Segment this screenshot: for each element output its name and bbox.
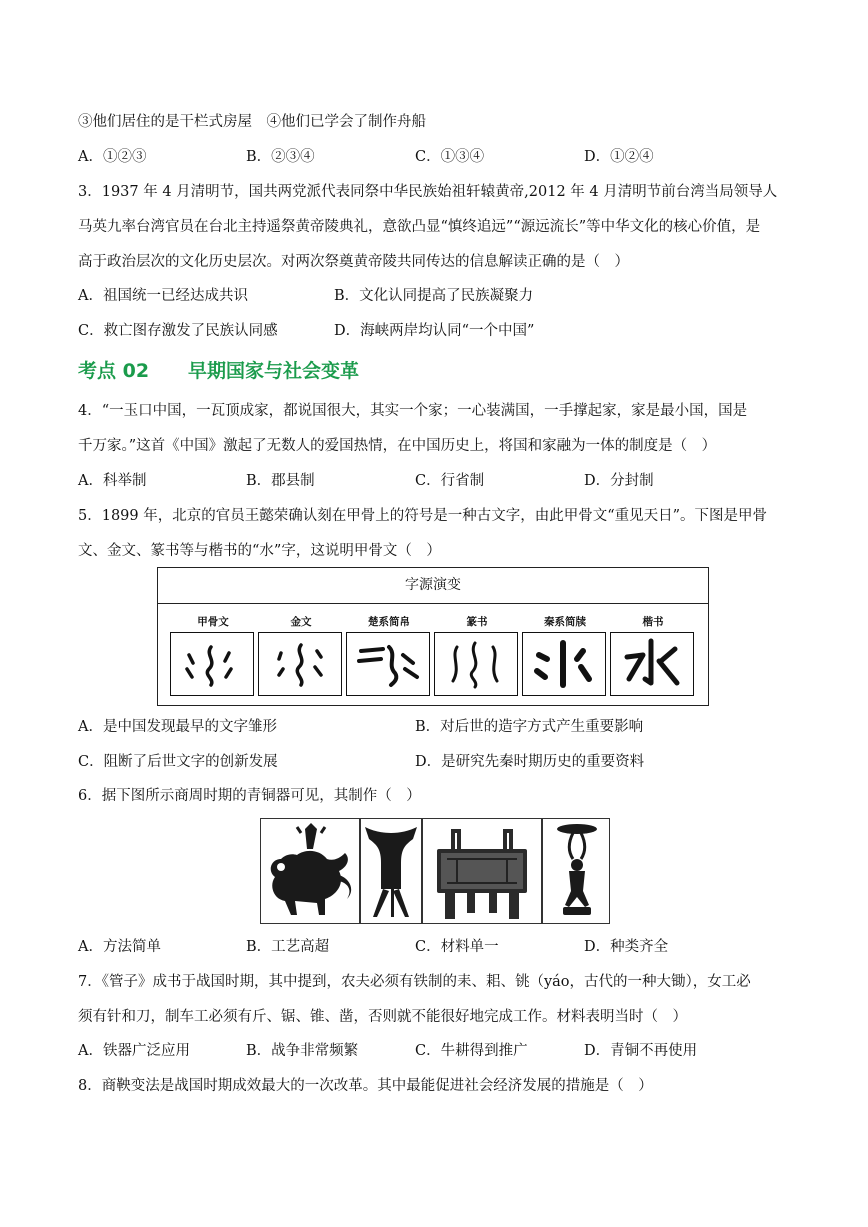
q5-option-c: C．阻断了后世文字的创新发展 [78, 754, 278, 770]
q7-option-d: D．青铜不再使用 [584, 1043, 698, 1059]
q3-option-d: D．海峡两岸均认同“一个中国” [334, 323, 535, 339]
water-character-evolution-figure [157, 567, 709, 706]
q5-option-a: A．是中国发现最早的文字雏形 [78, 719, 277, 735]
q3-line-1: 3．1937 年 4 月清明节，国共两党派代表同祭中华民族始祖轩辕黄帝,2012 年 4 月清明节前台湾当局领导人 [78, 184, 778, 200]
script-seal [434, 615, 520, 701]
q2-option-a: A．①②③ [78, 149, 147, 165]
script-label: 秦系简牍 [544, 616, 586, 628]
bronze-dragon-image [260, 818, 360, 924]
q7-option-a: A．铁器广泛应用 [78, 1043, 190, 1059]
script-label: 篆书 [466, 616, 488, 628]
q2-option-b: B．②③④ [246, 149, 315, 165]
q3-line-2: 马英九率台湾官员在台北主持遥祭黄帝陵典礼，意欲凸显“慎终追远”“源远流长”等中华文化的核心价值，是 [78, 219, 761, 235]
section-number: 考点 02 [78, 360, 150, 382]
figure-title: 字源演变 [158, 568, 708, 604]
bronze-water-glyph [259, 633, 340, 694]
q4-option-d: D．分封制 [584, 473, 654, 489]
q5-option-b: B．对后世的造字方式产生重要影响 [415, 719, 644, 735]
q7-line-1: 7．《管子》成书于战国时期，其中提到，农夫必须有铁制的耒、耜、铫（yáo，古代的一种大锄），女工必 [78, 974, 751, 990]
q4-option-c: C．行省制 [415, 473, 485, 489]
oracle-bone-water-glyph [171, 633, 252, 694]
script-label: 甲骨文 [197, 616, 229, 628]
q4-line-1: 4．“一玉口中国，一瓦顶成家，都说国很大，其实一个家；一心装满国，一手撑起家，家是最小国，国是 [78, 403, 748, 419]
q6-line-1: 6．据下图所示商周时期的青铜器可见，其制作（ ） [78, 788, 421, 804]
script-oracle-bone [170, 615, 256, 701]
section-title: 早期国家与社会变革 [188, 360, 360, 382]
q7-option-b: B．战争非常频繁 [246, 1043, 359, 1059]
chu-water-glyph [347, 633, 428, 694]
qin-water-glyph [523, 633, 604, 694]
bronze-jue-image [360, 818, 422, 924]
seal-water-glyph [435, 633, 516, 694]
q2-statement: ③他们居住的是干栏式房屋 ④他们已学会了制作舟船 [78, 114, 426, 130]
q3-option-c: C．救亡图存激发了民族认同感 [78, 323, 278, 339]
bronze-lamp-image [542, 818, 610, 924]
q5-option-d: D．是研究先秦时期历史的重要资料 [415, 754, 645, 770]
bronze-ware-figure [260, 818, 610, 924]
q3-line-3: 高于政治层次的文化历史层次。对两次祭奠黄帝陵共同传达的信息解读正确的是（ ） [78, 254, 629, 270]
q6-option-a: A．方法简单 [78, 939, 161, 955]
glyph-box [522, 632, 606, 696]
glyph-box [434, 632, 518, 696]
q4-line-2: 千万家。”这首《中国》激起了无数人的爱国热情，在中国历史上，将国和家融为一体的制度是（ ） [78, 438, 717, 454]
q5-line-2: 文、金文、篆书等与楷书的“水”字，这说明甲骨文（ ） [78, 543, 441, 559]
script-qin-bamboo [522, 615, 608, 701]
bronze-ding-image [422, 818, 542, 924]
q6-option-b: B．工艺高超 [246, 939, 330, 955]
q5-line-1: 5．1899 年，北京的官员王懿荣确认刻在甲骨上的符号是一种古文字，由此甲骨文“重见天日”。下图是甲骨 [78, 508, 768, 524]
q8-line-1: 8．商鞅变法是战国时期成效最大的一次改革。其中最能促进社会经济发展的措施是（ ） [78, 1078, 653, 1094]
q4-option-b: B．郡县制 [246, 473, 315, 489]
script-chu-bamboo [346, 615, 432, 701]
q2-option-d: D．①②④ [584, 149, 654, 165]
q2-option-c: C．①③④ [415, 149, 485, 165]
glyph-box [170, 632, 254, 696]
section-heading [78, 358, 359, 384]
script-label: 楚系简帛 [368, 616, 410, 628]
regular-water-glyph [611, 633, 692, 694]
script-bronze [258, 615, 344, 701]
q6-option-d: D．种类齐全 [584, 939, 669, 955]
q6-option-c: C．材料单一 [415, 939, 499, 955]
script-regular [610, 615, 696, 701]
q7-line-2: 须有针和刀，制车工必须有斤、锯、锥、凿，否则就不能很好地完成工作。材料表明当时（ ） [78, 1009, 687, 1025]
script-label: 楷书 [642, 616, 664, 628]
glyph-box [610, 632, 694, 696]
q3-option-a: A．祖国统一已经达成共识 [78, 288, 248, 304]
q4-option-a: A．科举制 [78, 473, 147, 489]
q7-option-c: C．牛耕得到推广 [415, 1043, 528, 1059]
q3-option-b: B．文化认同提高了民族凝聚力 [334, 288, 534, 304]
script-label: 金文 [290, 616, 312, 628]
glyph-box [258, 632, 342, 696]
glyph-box [346, 632, 430, 696]
